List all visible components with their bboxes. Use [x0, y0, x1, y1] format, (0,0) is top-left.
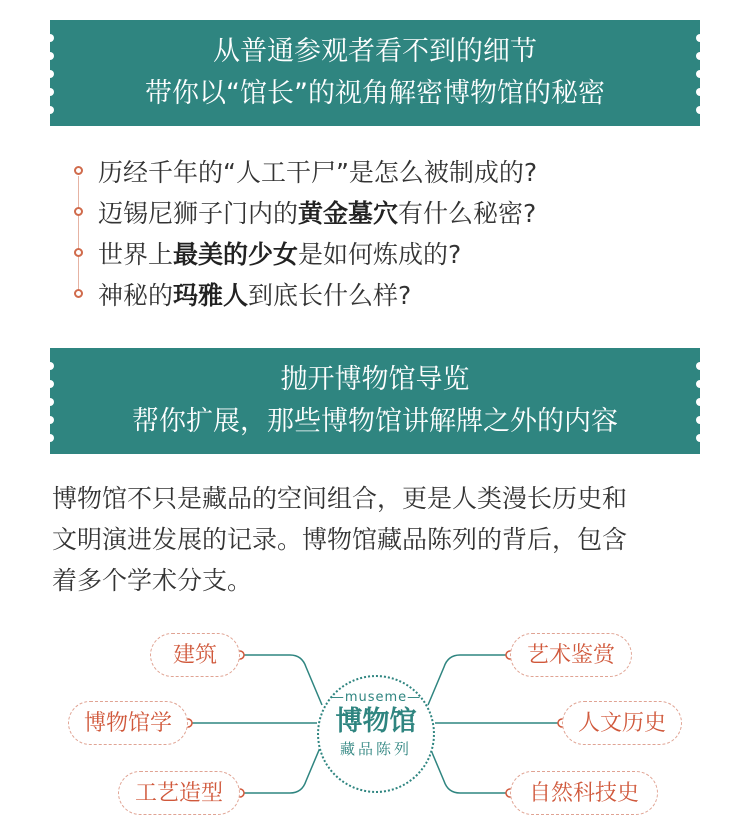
center-subtitle-en: museme	[344, 690, 408, 705]
topic-node-right-1: 艺术鉴赏	[510, 633, 632, 677]
banner-expand-line2: 帮你扩展，那些博物馆讲解牌之外的内容	[132, 406, 618, 437]
question-item: 神秘的玛雅人到底长什么样?	[74, 275, 714, 316]
paragraph-line: 着多个学术分支。	[52, 566, 253, 595]
mindmap-center: —museme— 博物馆 藏品陈列	[317, 675, 435, 793]
banner-intro-line1: 从普通参观者看不到的细节	[213, 36, 537, 67]
description-paragraph	[52, 478, 702, 601]
banner-intro-line2: 带你以“馆长”的视角解密博物馆的秘密	[145, 78, 605, 109]
banner-expand	[50, 348, 700, 454]
banner-intro	[50, 20, 700, 126]
center-title: 博物馆	[335, 706, 417, 737]
topic-node-right-2: 人文历史	[562, 701, 682, 745]
paragraph-line: 博物馆不只是藏品的空间组合，更是人类漫长历史和	[52, 484, 628, 513]
question-item: 历经千年的“人工干尸”是怎么被制成的?	[74, 152, 714, 193]
question-item: 迈锡尼狮子门内的黄金墓穴有什么秘密?	[74, 193, 714, 234]
paragraph-line: 文明演进发展的记录。博物馆藏品陈列的背后，包含	[52, 525, 628, 554]
topic-node-left-3: 工艺造型	[118, 771, 240, 815]
bullet-dot-icon	[74, 248, 83, 257]
center-subtitle: 藏品陈列	[339, 740, 412, 758]
question-list	[74, 152, 714, 316]
banner-expand-line1: 抛开博物馆导览	[280, 364, 470, 395]
bullet-dot-icon	[74, 166, 83, 175]
topic-node-left-1: 建筑	[150, 633, 240, 677]
topic-node-left-2: 博物馆学	[68, 701, 188, 745]
topic-node-right-3: 自然科技史	[510, 771, 658, 815]
bullet-dot-icon	[74, 289, 83, 298]
mindmap	[0, 615, 750, 840]
bullet-dot-icon	[74, 207, 83, 216]
question-item: 世界上最美的少女是如何炼成的?	[74, 234, 714, 275]
